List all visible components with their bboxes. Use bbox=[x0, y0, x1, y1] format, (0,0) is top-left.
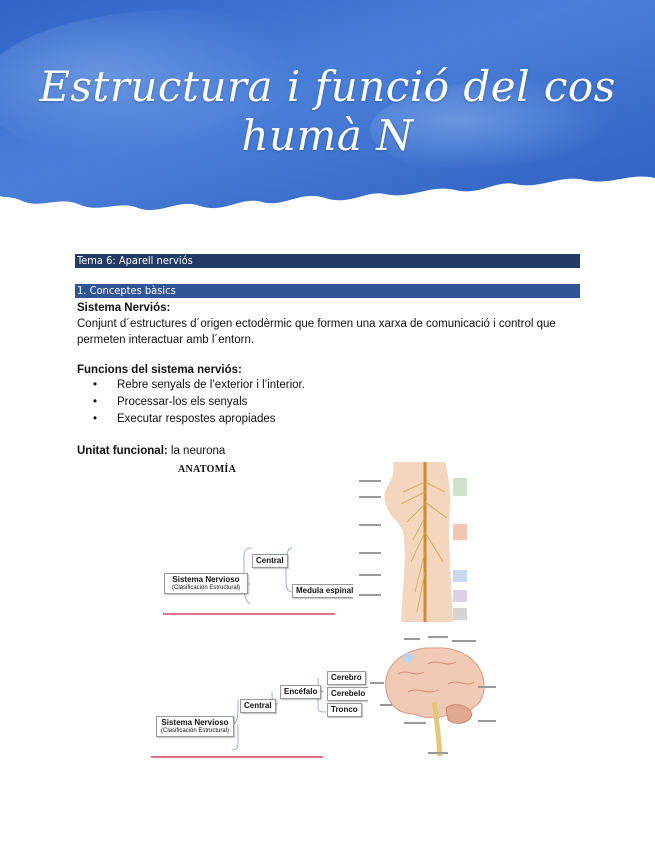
fig1-root-sub: (Clasificación Estructural) bbox=[171, 585, 241, 591]
topic-bar: Tema 6: Aparell nerviós bbox=[75, 254, 580, 268]
funcions-heading: Funcions del sistema nerviós: bbox=[77, 364, 242, 376]
fig2-cerebro-box: Cerebro bbox=[327, 671, 366, 685]
fig1-root-label: Sistema Nervioso bbox=[172, 575, 240, 584]
unitat-label: Unitat funcional: bbox=[77, 445, 168, 457]
page-title: Estructura i funció del cos humà N bbox=[39, 62, 616, 160]
fig2-root-label: Sistema Nervioso bbox=[161, 718, 229, 727]
list-item: • Processar-los els senyals bbox=[77, 394, 305, 411]
section-bar: 1. Conceptes bàsics bbox=[75, 284, 580, 298]
fig2-cerebelo-box: Cerebelo bbox=[327, 687, 369, 701]
fig2-root-sub: (Clasificación Estructural) bbox=[160, 728, 230, 734]
fig1-medula-box: Medula espinal bbox=[292, 584, 357, 598]
fig1-central-box: Central bbox=[252, 554, 288, 568]
sistema-heading: Sistema Nerviós: bbox=[77, 302, 171, 314]
anatomia-heading: ANATOMÍA bbox=[178, 464, 237, 475]
unitat-value: la neurona bbox=[167, 445, 226, 457]
fig2-encefalo-box: Encéfalo bbox=[280, 685, 321, 699]
fig1-root-box bbox=[164, 573, 248, 594]
spinal-cord-illustration bbox=[353, 462, 471, 622]
fig2-tronco-box: Tronco bbox=[327, 703, 362, 717]
fig2-root-box bbox=[156, 716, 234, 737]
brain-illustration bbox=[368, 634, 503, 758]
sistema-definition: Conjunt d´estructures d´origen ectodèrmic que formen una xarxa de comunicació i control que permeten interactuar amb l´entorn. bbox=[77, 318, 556, 346]
list-item: • Rebre senyals de l’exterior i l’interior. bbox=[77, 377, 305, 394]
list-item: • Executar respostes apropiades bbox=[77, 411, 305, 428]
fig2-central-box: Central bbox=[240, 699, 276, 713]
